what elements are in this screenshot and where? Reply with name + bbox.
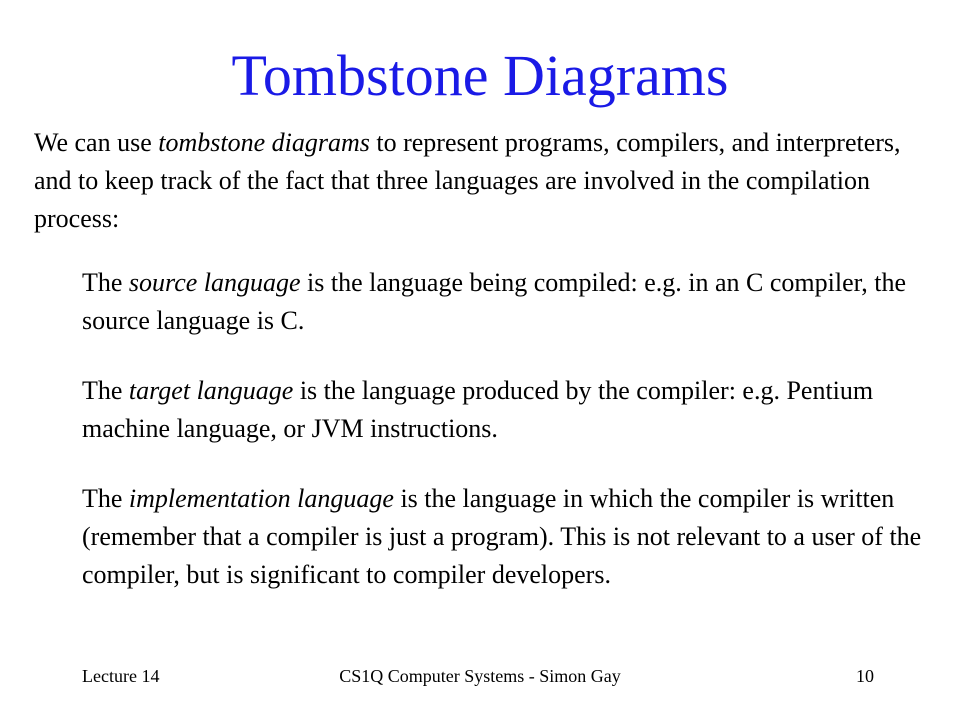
intro-text-before: We can use [34, 128, 159, 157]
source-language-text-before: The [82, 268, 129, 297]
footer-page-number: 10 [856, 666, 874, 686]
footer-lecture-label: Lecture 14 [82, 666, 160, 686]
intro-text-after: to represent programs, compilers, and interpreters, and to keep track of the fact that three languages are involved in the compilation process: [34, 128, 901, 233]
intro-term: tombstone diagrams [158, 128, 370, 157]
footer-course-label: CS1Q Computer Systems - Simon Gay [339, 666, 621, 686]
target-language-paragraph [82, 372, 952, 448]
source-language-paragraph [82, 264, 942, 340]
intro-paragraph [34, 124, 934, 238]
target-language-text-before: The [82, 376, 129, 405]
implementation-language-text-before: The [82, 484, 129, 513]
implementation-language-term: implementation language [128, 484, 394, 513]
implementation-language-paragraph [82, 480, 954, 594]
slide-title: Tombstone Diagrams [231, 43, 729, 108]
source-language-term: source language [128, 268, 301, 297]
target-language-term: target language [128, 376, 294, 405]
implementation-language-text-after: is the language in which the compiler is written (remember that a compiler is just a program). This is not relevant to a user of the compiler, but is significant to compiler developers. [82, 484, 922, 589]
source-language-text-after: is the language being compiled: e.g. in an C compiler, the source language is C. [82, 268, 907, 335]
target-language-text-after: is the language produced by the compiler: e.g. Pentium machine language, or JVM instructions. [82, 376, 874, 443]
